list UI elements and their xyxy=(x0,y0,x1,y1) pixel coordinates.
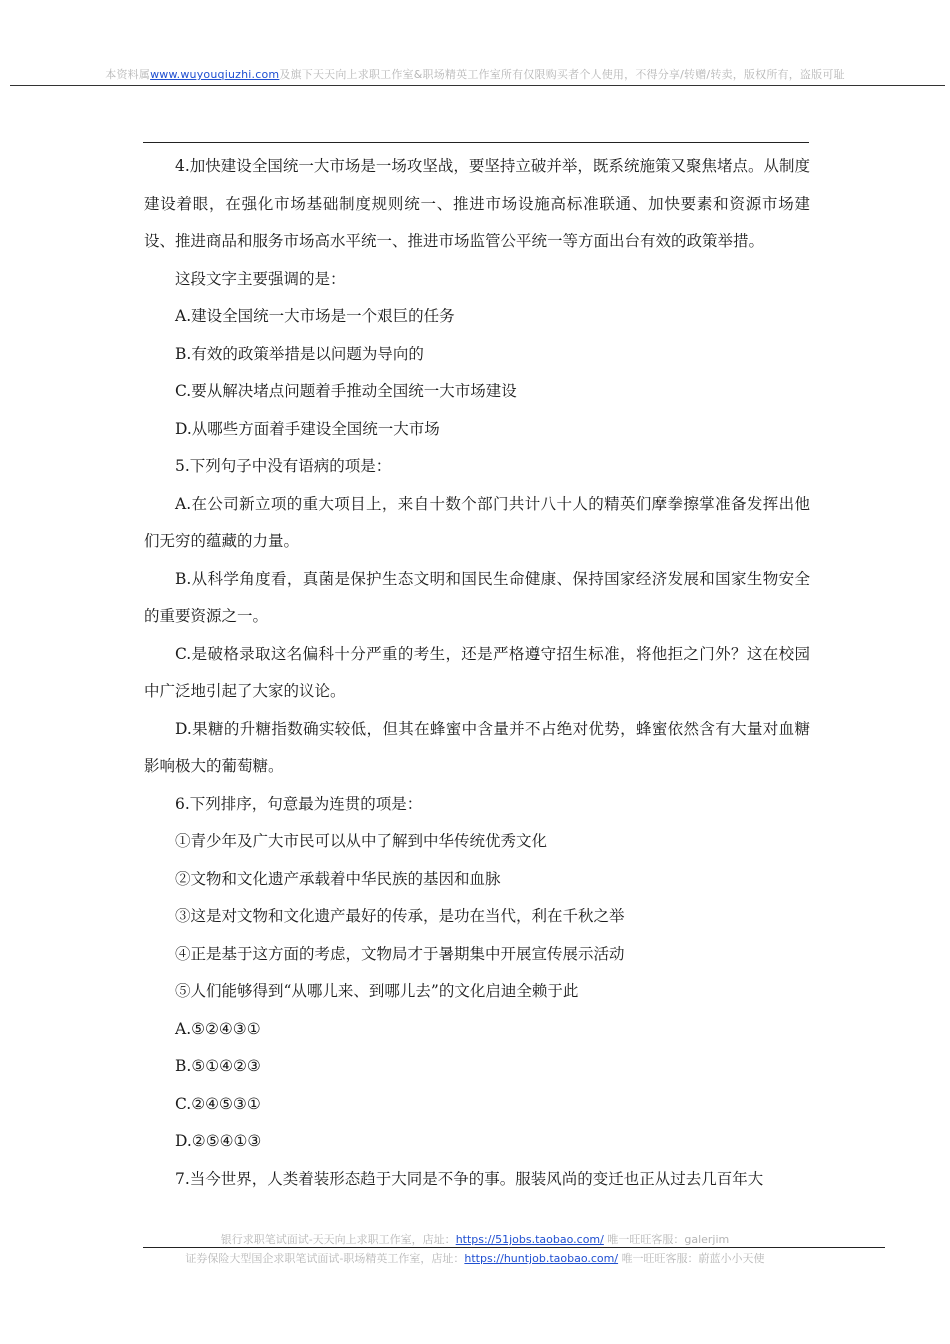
question-4-prompt: 这段文字主要强调的是： xyxy=(175,269,346,288)
question-7-stem: 7.当今世界，人类着装形态趋于大同是不争的事。服装风尚的变迁也正从过去几百年大 xyxy=(175,1169,764,1188)
question-4-option-d: D.从哪些方面着手建设全国统一大市场 xyxy=(175,419,440,438)
question-4-option-a: A.建设全国统一大市场是一个艰巨的任务 xyxy=(175,307,455,325)
footer-link-huntjob[interactable]: https://huntjob.taobao.com/ xyxy=(464,1252,619,1265)
question-4-option-b: B.有效的政策举措是以问题为导向的 xyxy=(175,344,424,363)
question-6-sentence-5: ⑤人们能够得到“从哪儿来、到哪儿去”的文化启迪全赖于此 xyxy=(175,982,579,1000)
footer-line-2-prefix: 证券保险大型国企求职笔试面试-职场精英工作室，店址： xyxy=(185,1252,465,1265)
question-6-stem: 6.下列排序，句意最为连贯的项是： xyxy=(175,794,423,813)
question-6-option-b: B.⑤①④②③ xyxy=(175,1057,261,1075)
question-6-sentence-4: ④正是基于这方面的考虑，文物局才于暑期集中开展宣传展示活动 xyxy=(175,944,625,963)
footer-line-2-suffix: 唯一旺旺客服：蔚蓝小小天使 xyxy=(621,1252,765,1265)
watermark-link[interactable]: www.wuyouqiuzhi.com xyxy=(150,68,280,81)
question-6-sentence-2: ②文物和文化遗产承载着中华民族的基因和血脉 xyxy=(175,869,501,888)
footer-line-1-suffix: 唯一旺旺客服：galerjim xyxy=(607,1233,730,1246)
question-5-option-b: B.从科学角度看，真菌是保护生态文明和国民生命健康、保持国家经济发展和国家生物安全的重要资源之一。 xyxy=(144,569,810,625)
footer-link-51jobs[interactable]: https://51jobs.taobao.com/ xyxy=(455,1233,604,1246)
header-divider xyxy=(143,142,809,143)
watermark-suffix: 及旗下天天向上求职工作室&职场精英工作室所有仅限购买者个人使用，不得分享/转赠/转卖，版权所有，盗版可耻 xyxy=(279,68,845,81)
question-6-option-a: A.⑤②④③① xyxy=(175,1019,261,1038)
footer-line-1 xyxy=(0,1231,950,1247)
question-5-stem: 5.下列句子中没有语病的项是： xyxy=(175,457,392,475)
top-divider xyxy=(10,85,945,86)
footer-line-2 xyxy=(0,1250,950,1266)
footer-line-1-prefix: 银行求职笔试面试-天天向上求职工作室，店址： xyxy=(220,1233,456,1246)
question-6-sentence-3: ③这是对文物和文化遗产最好的传承，是功在当代，利在千秋之举 xyxy=(175,907,625,925)
question-6-option-c: C.②④⑤③① xyxy=(175,1094,261,1113)
question-5-option-c: C.是破格录取这名偏科十分严重的考生，还是严格遵守招生标准，将他拒之门外？这在校园中广泛地引起了大家的议论。 xyxy=(144,644,810,700)
footer-divider xyxy=(143,1247,885,1248)
question-6-option-d: D.②⑤④①③ xyxy=(175,1132,262,1150)
question-5-option-d: D.果糖的升糖指数确实较低，但其在蜂蜜中含量并不占绝对优势，蜂蜜依然含有大量对血糖影响极大的葡萄糖。 xyxy=(144,719,810,775)
top-watermark xyxy=(0,66,950,82)
question-6-sentence-1: ①青少年及广大市民可以从中了解到中华传统优秀文化 xyxy=(175,832,548,850)
watermark-prefix: 本资料属 xyxy=(105,68,151,81)
question-4-stem: 4.加快建设全国统一大市场是一场攻坚战，要坚持立破并举，既系统施策又聚焦堵点。从制度建设着眼，在强化市场基础制度规则统一、推进市场设施高标准联通、加快要素和资源市场建设、推进商品和服务市场高水平统一、推进市场监管公平统一等方面出台有效的政策举措。 xyxy=(144,157,810,250)
document-body xyxy=(144,148,810,1198)
question-4-option-c: C.要从解决堵点问题着手推动全国统一大市场建设 xyxy=(175,382,517,400)
question-5-option-a: A.在公司新立项的重大项目上，来自十数个部门共计八十人的精英们摩拳擦掌准备发挥出他们无穷的蕴藏的力量。 xyxy=(144,494,810,550)
